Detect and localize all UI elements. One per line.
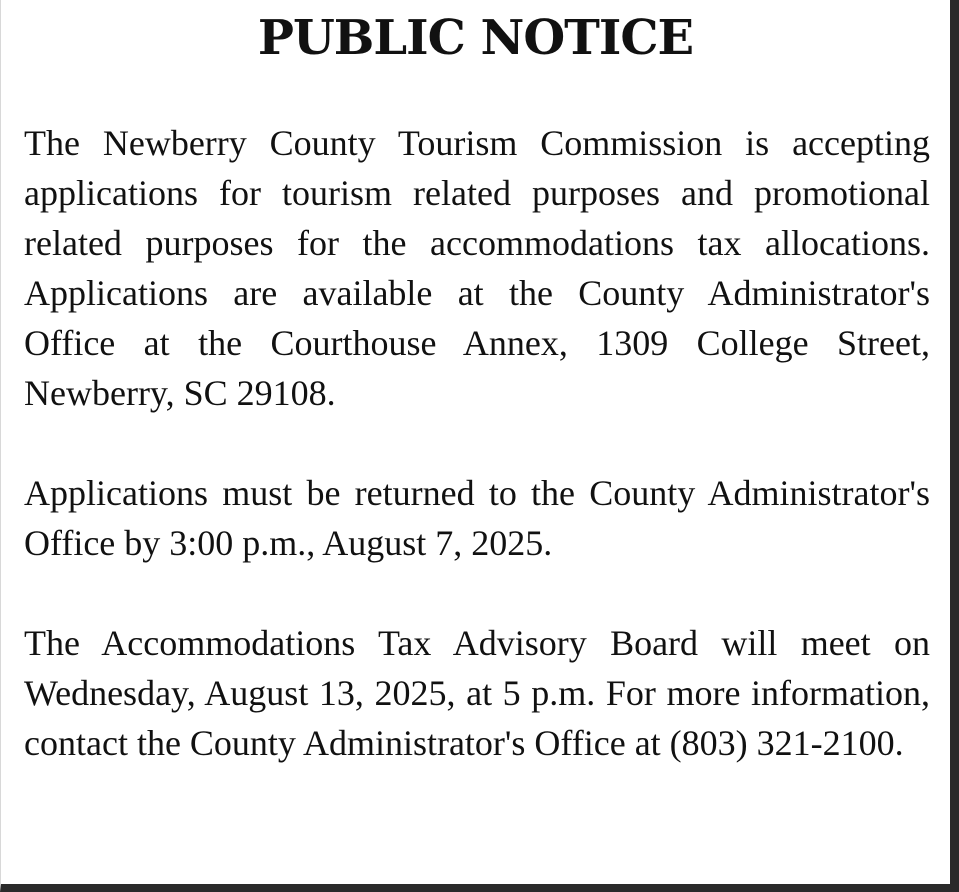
- notice-paragraph-deadline: Applications must be returned to the County Administrator's Office by 3:00 p.m., August 7, 2025.: [24, 473, 930, 563]
- notice-title: PUBLIC NOTICE: [257, 10, 694, 66]
- notice-paragraph-applications: The Newberry County Tourism Commission is accepting applications for tourism related purposes and promotional related purposes for the accommodations tax allocations. Applications are available at the County Administrator's Office at the Courthouse Annex, 1309 College Street, Newberry, SC 29108.: [24, 123, 930, 413]
- notice-paragraph-meeting: The Accommodations Tax Advisory Board will meet on Wednesday, August 13, 2025, at 5 p.m. For more information, contact the County Administrator's Office at (803) 321-2100.: [24, 623, 930, 763]
